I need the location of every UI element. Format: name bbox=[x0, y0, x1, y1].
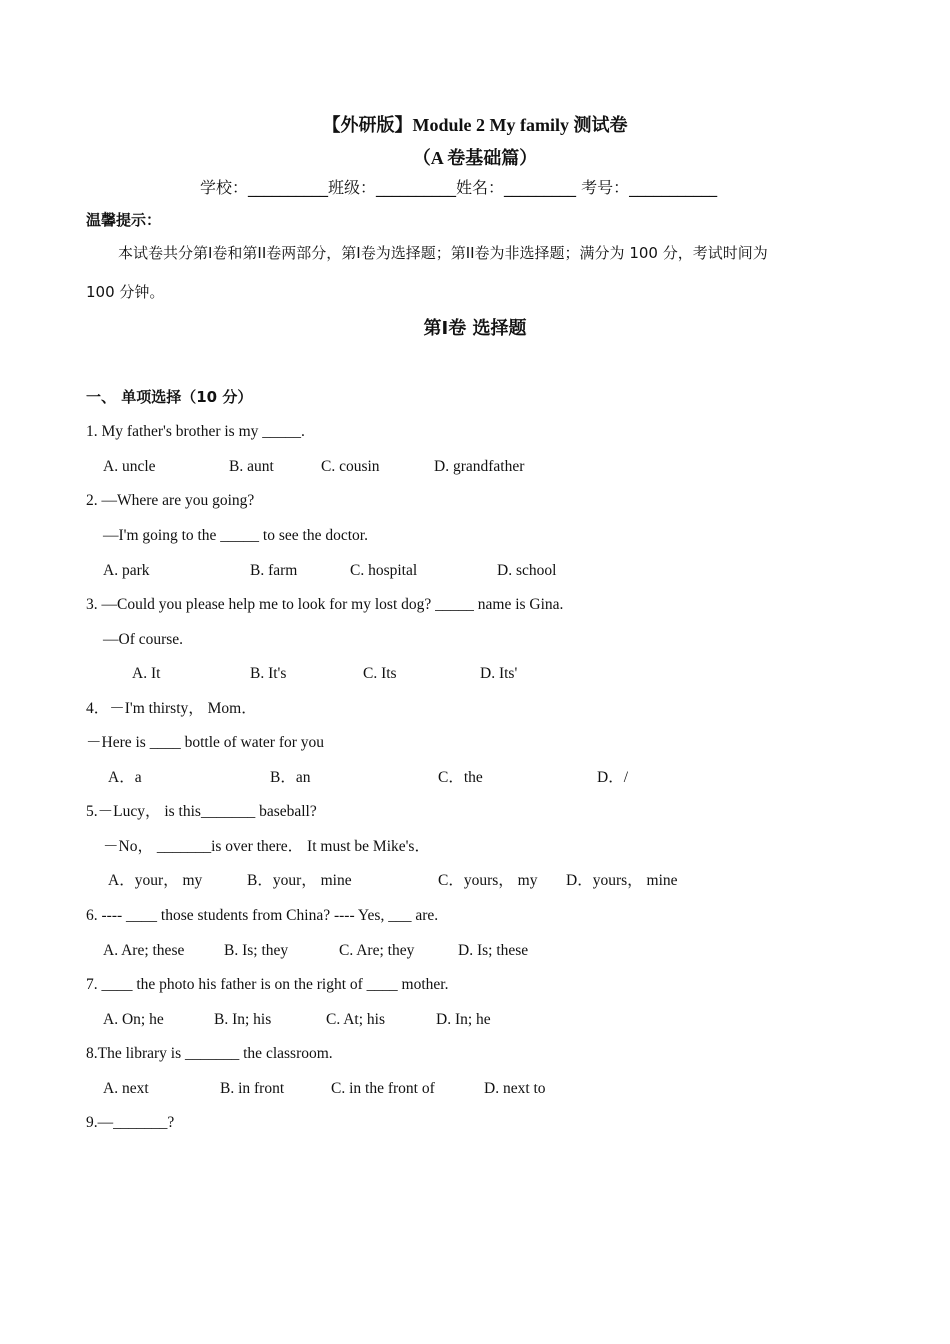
q6-stem-0: 6. ---- ____ those students from China? ---- Yes, ___ are. bbox=[86, 907, 439, 924]
section1-heading: 一、 单项选择（10 分） bbox=[86, 388, 253, 406]
q3-option-a: A. It bbox=[132, 665, 161, 682]
q2-stem-0: 2. —Where are you going? bbox=[86, 492, 255, 509]
q3-option-b: B. It's bbox=[250, 665, 287, 682]
q7-option-c: C. At; his bbox=[326, 1011, 386, 1028]
q7-option-b: B. In; his bbox=[214, 1011, 272, 1028]
q2-option-c: C. hospital bbox=[350, 562, 418, 579]
q3-option-c: C. Its bbox=[363, 665, 397, 682]
q8-option-a: A. next bbox=[103, 1080, 149, 1097]
q8-stem-0: 8.The library is _______ the classroom. bbox=[86, 1045, 333, 1062]
student-info-line: 学校：__________班级：__________姓名：_________ 考号：___________ bbox=[200, 178, 718, 197]
part1-title: 第I卷 选择题 bbox=[423, 318, 527, 339]
q7-option-a: A. On; he bbox=[103, 1011, 164, 1028]
q1-option-b: B. aunt bbox=[229, 458, 274, 475]
q4-option-b: B．an bbox=[270, 769, 311, 786]
q3-stem-1: —Of course. bbox=[103, 631, 184, 648]
q9-stem-0: 9.—_______? bbox=[86, 1114, 175, 1131]
q5-option-a: A．your， my bbox=[108, 872, 203, 889]
q1-option-d: D. grandfather bbox=[434, 458, 525, 475]
notice-line-2: 100 分钟。 bbox=[86, 283, 165, 301]
q1-option-a: A. uncle bbox=[103, 458, 156, 475]
q6-option-a: A. Are; these bbox=[103, 942, 185, 959]
notice-line-1: 本试卷共分第I卷和第II卷两部分，第I卷为选择题；第II卷为非选择题；满分为 100 分，考试时间为 bbox=[118, 244, 768, 262]
q4-stem-0: 4．－I'm thirsty， Mom． bbox=[86, 700, 257, 717]
q8-option-d: D. next to bbox=[484, 1080, 546, 1097]
q6-option-b: B. Is; they bbox=[224, 942, 289, 959]
q5-stem-0: 5.－Lucy， is this_______ baseball? bbox=[86, 803, 317, 820]
q2-option-b: B. farm bbox=[250, 562, 298, 579]
q5-option-b: B．your， mine bbox=[247, 872, 352, 889]
q5-stem-1: －No， _______is over there． It must be Mike's． bbox=[103, 838, 430, 855]
q4-option-a: A．a bbox=[108, 769, 142, 786]
q5-option-c: C．yours， my bbox=[438, 872, 538, 889]
q3-stem-0: 3. —Could you please help me to look for my lost dog? _____ name is Gina. bbox=[86, 596, 564, 613]
q6-option-c: C. Are; they bbox=[339, 942, 415, 959]
q3-option-d: D. Its' bbox=[480, 665, 518, 682]
q1-option-c: C. cousin bbox=[321, 458, 380, 475]
q2-stem-1: —I'm going to the _____ to see the doctor. bbox=[103, 527, 368, 544]
q7-stem-0: 7. ____ the photo his father is on the right of ____ mother. bbox=[86, 976, 449, 993]
exam-title: 【外研版】Module 2 My family 测试卷 bbox=[322, 115, 628, 135]
q4-stem-1: －Here is ____ bottle of water for you bbox=[86, 734, 325, 751]
notice-heading: 温馨提示： bbox=[86, 211, 162, 229]
exam-subtitle: （A 卷基础篇） bbox=[412, 148, 538, 168]
q8-option-c: C. in the front of bbox=[331, 1080, 435, 1097]
q5-option-d: D．yours， mine bbox=[566, 872, 678, 889]
q6-option-d: D. Is; these bbox=[458, 942, 529, 959]
q4-option-d: D．/ bbox=[597, 769, 629, 786]
q7-option-d: D. In; he bbox=[436, 1011, 491, 1028]
q1-stem-0: 1. My father's brother is my _____. bbox=[86, 423, 305, 440]
q4-option-c: C．the bbox=[438, 769, 483, 786]
q2-option-d: D. school bbox=[497, 562, 557, 579]
q2-option-a: A. park bbox=[103, 562, 150, 579]
q8-option-b: B. in front bbox=[220, 1080, 285, 1097]
